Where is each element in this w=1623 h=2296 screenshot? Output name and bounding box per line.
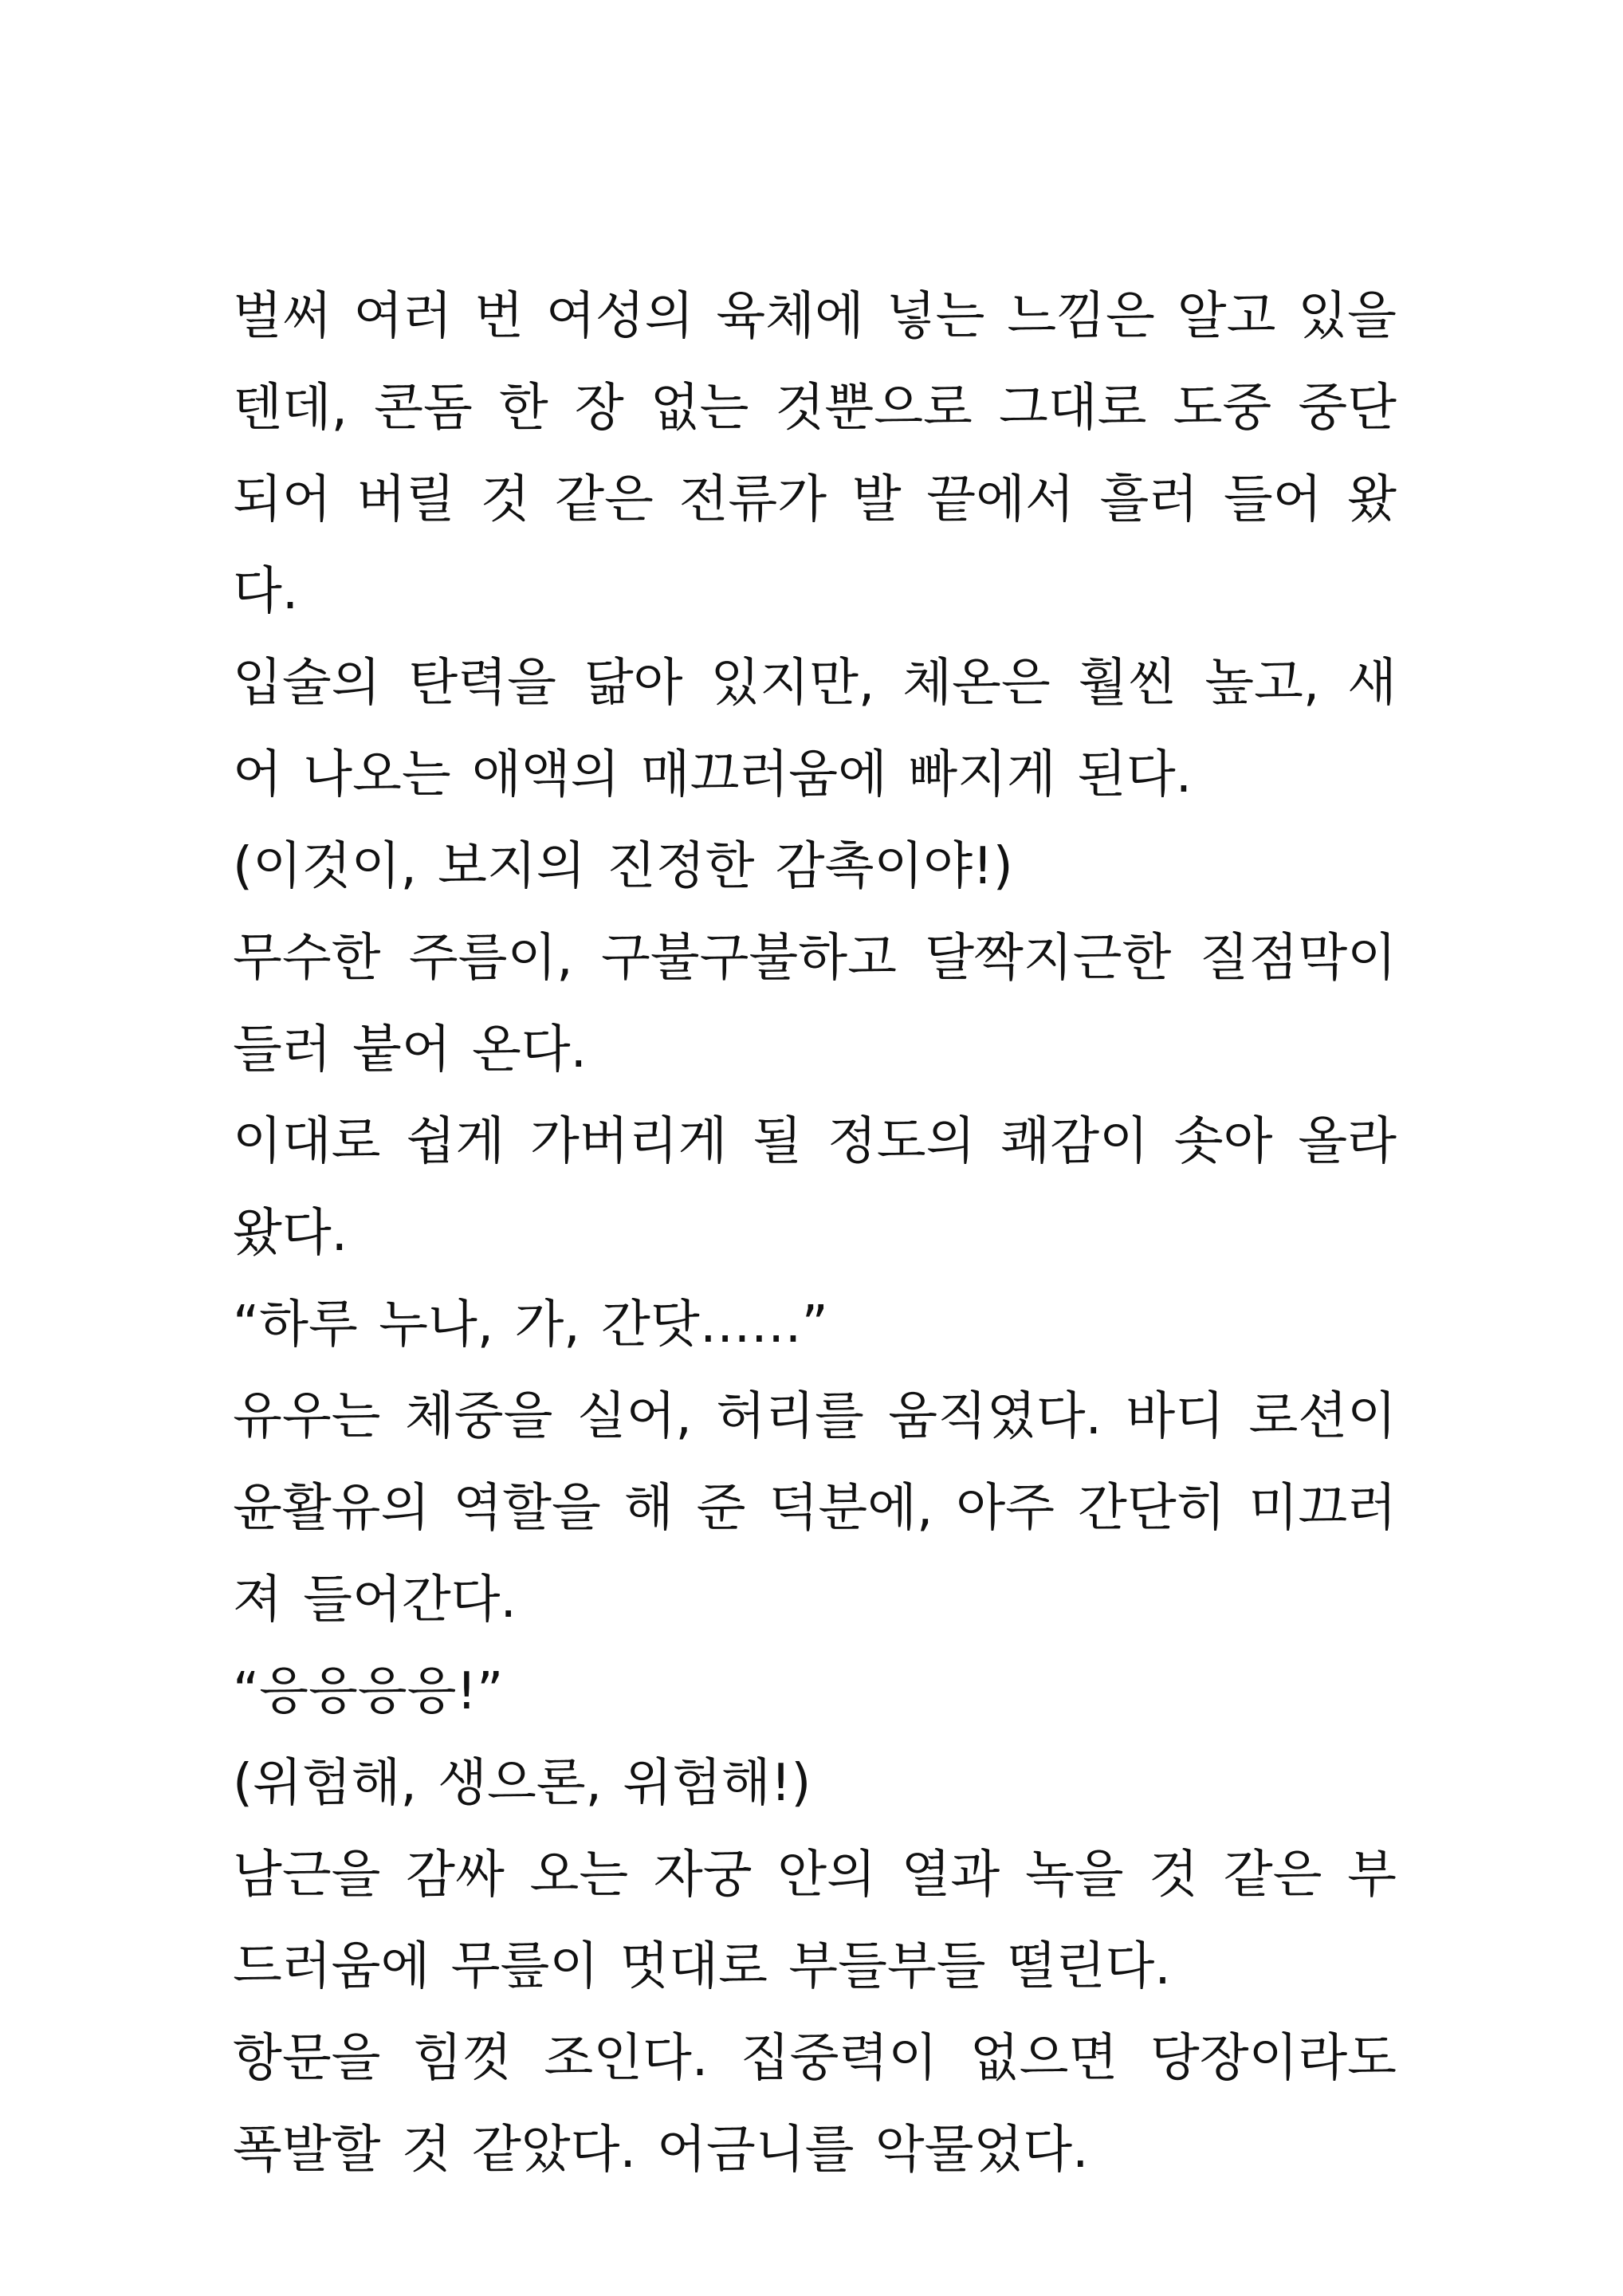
paragraph-7: 유우는 체중을 실어, 허리를 움직였다. 바디 로션이 윤활유의 역할을 해 준 덕분에, 아주 간단히 미끄러져 들어간다. bbox=[233, 1387, 1397, 1630]
paragraph-3: (이것이, 보지의 진정한 감촉이야!) bbox=[233, 837, 1013, 896]
paragraph-11: 항문을 힘껏 조인다. 집중력이 없으면 당장이라도 폭발할 것 같았다. 어금니를 악물었다. bbox=[233, 2029, 1397, 2180]
paragraph-2: 입술의 탄력을 닮아 있지만, 체온은 훨씬 높고, 새어 나오는 애액의 매끄러움에 빠지게 된다. bbox=[233, 654, 1397, 804]
paragraph-5: 이대로 쉽게 가버리게 될 정도의 쾌감이 솟아 올라 왔다. bbox=[233, 1112, 1397, 1263]
paragraph-4: 무수한 주름이, 구불구불하고 달짝지근한 질점막이 들러 붙어 온다. bbox=[233, 929, 1397, 1079]
paragraph-1: 벌써 여러 번 여성의 육체에 넣는 느낌은 알고 있을 텐데, 콘돔 한 장 없는 것뿐으로 그대로 도중 중단 되어 버릴 것 같은 전류가 발 끝에서 흘러 들어 왔다. bbox=[233, 287, 1397, 621]
paragraph-6: “하루 누나, 가, 간닷……” bbox=[233, 1295, 828, 1354]
body-text bbox=[233, 271, 1397, 2196]
paragraph-10: 남근을 감싸 오는 자궁 안의 열과 녹을 것 같은 부드러움에 무릎이 멋대로 부들부들 떨린다. bbox=[233, 1846, 1397, 1996]
paragraph-8: “응응응응!” bbox=[233, 1662, 504, 1721]
paragraph-9: (위험해, 생으론, 위험해!) bbox=[233, 1754, 812, 1813]
